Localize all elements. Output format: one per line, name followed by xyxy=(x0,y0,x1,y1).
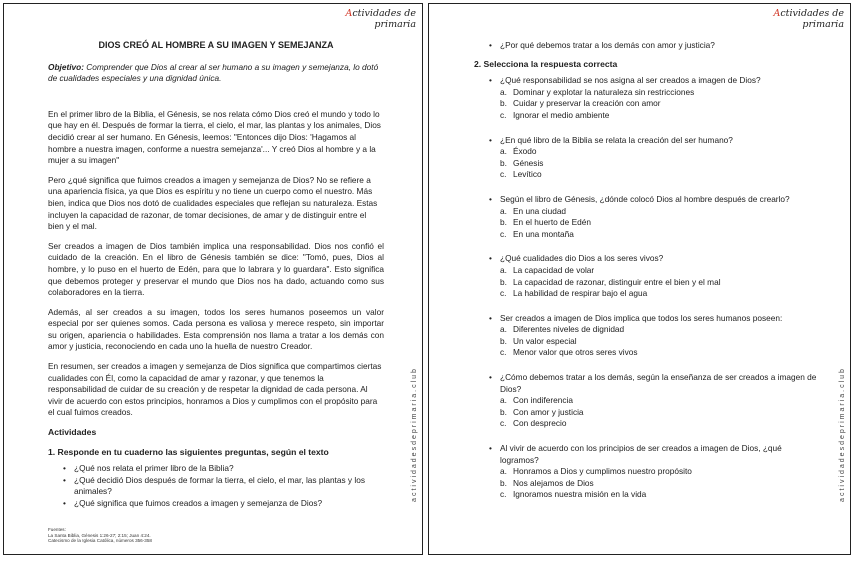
page-2-content xyxy=(474,40,819,514)
option-text: La habilidad de respirar bajo el agua xyxy=(513,288,648,299)
option-text: La capacidad de volar xyxy=(513,264,595,275)
question-text: • ¿Cómo debemos tratar a los demás, según la enseñanza de ser creados a imagen de Dios? xyxy=(474,372,819,395)
paragraph-4: Además, al ser creados a su imagen, todos los seres humanos poseemos un valor especial por ser quienes somos. Cada persona es valiosa y merece respeto, sin importar su origen, apariencia o habilidades. Esta comprensión nos llama a tratar a los demás con amor y justicia, reconociendo en cada uno la huella de nuestro Creador. xyxy=(48,306,384,352)
option-text: La capacidad de razonar, distinguir entre el bien y el mal xyxy=(513,276,721,287)
option-letter: c. xyxy=(500,109,507,120)
objective-label: Objetivo: xyxy=(48,61,84,72)
answer-option xyxy=(474,288,819,300)
sources-footer: Fuentes: La Santa Biblia, Génesis 1:26-27; 2:15; Juan 4:24. Catecismo de la Iglesia Católica, números 356-358 xyxy=(48,527,152,544)
option-letter: a. xyxy=(500,264,507,275)
brand-logo: Actividades de primaria xyxy=(773,8,844,30)
question-block xyxy=(474,443,819,501)
activities-heading: Actividades xyxy=(48,427,97,438)
option-letter: c. xyxy=(500,418,507,429)
option-letter: b. xyxy=(500,477,507,488)
option-text: Nos alejamos de Dios xyxy=(513,477,594,488)
question-block xyxy=(474,253,819,299)
objective-text: Comprender que Dios al crear al ser humano a su imagen y semejanza, lo dotó de cualidades especiales y una dignidad única. xyxy=(48,61,379,84)
answer-option xyxy=(474,478,819,490)
option-letter: a. xyxy=(500,395,507,406)
option-letter: a. xyxy=(500,86,507,97)
option-letter: c. xyxy=(500,288,507,299)
answer-option xyxy=(474,146,819,158)
paragraph-1: En el primer libro de la Biblia, el Génesis, se nos relata cómo Dios creó el mundo y todo lo que hay en él. Después de formar la tierra, el cielo, el mar, las plantas y los animales, Dios decidió crear al ser humano. En Génesis, leemos: "Entonces dijo Dios: 'Hagamos al hombre a nuestra imagen, conforme a nuestra semejanza'... Y creó Dios al hombre y a la mujer a su imagen" xyxy=(48,108,381,166)
list-item: • ¿Qué significa que fuimos creados a imagen y semejanza de Dios? xyxy=(74,498,384,510)
option-text: Menor valor que otros seres vivos xyxy=(513,347,638,358)
page-title: DIOS CREÓ AL HOMBRE A SU IMAGEN Y SEMEJANZA xyxy=(98,40,334,50)
page-1-content xyxy=(48,40,384,510)
side-watermark: actividadesdeprimaria.club xyxy=(838,366,846,502)
list-item: • ¿Por qué debemos tratar a los demás con amor y justicia? xyxy=(474,40,819,52)
question-block xyxy=(474,313,819,359)
option-text: Ignorar el medio ambiente xyxy=(513,109,610,120)
worksheet-page-2 xyxy=(428,3,851,555)
paragraph-3: Ser creados a imagen de Dios también implica una responsabilidad. Dios nos confió el cuidado de la creación. En el libro de Génesis también se dice: "Tomó, pues, Dios al hombre, y lo puso en el huerto de Edén, para que lo labrara y lo guardara". Esto significa que debemos proteger y preservar el mundo que Dios nos ha dado, actuando como sus colaboradores en la tierra. xyxy=(48,240,384,298)
answer-option xyxy=(474,336,819,348)
option-text: Un valor especial xyxy=(513,335,577,346)
option-text: Ignoramos nuestra misión en la vida xyxy=(513,489,647,500)
answer-option xyxy=(474,217,819,229)
option-letter: c. xyxy=(500,489,507,500)
option-letter: a. xyxy=(500,146,507,157)
list-item: • ¿Qué decidió Dios después de formar la tierra, el cielo, el mar, las plantas y los animales? xyxy=(74,475,384,498)
answer-option xyxy=(474,489,819,501)
side-watermark: actividadesdeprimaria.club xyxy=(410,366,418,502)
paragraph-5: En resumen, ser creados a imagen y semejanza de Dios significa que compartimos ciertas cualidades con Él, como la capacidad de amar y razonar, y que tenemos la responsabilidad de cuidar de su creación y de respetar la dignidad de cada persona. Al vivir de acuerdo con estos principios, honramos a Dios y cumplimos con el propósito para el cual fuimos creados. xyxy=(48,361,382,418)
option-text: En una montaña xyxy=(513,228,574,239)
question-text: • Según el libro de Génesis, ¿dónde colocó Dios al hombre después de crearlo? xyxy=(474,194,819,206)
answer-option xyxy=(474,395,819,407)
question-text: • Ser creados a imagen de Dios implica que todos los seres humanos poseen: xyxy=(474,313,819,325)
option-letter: b. xyxy=(500,335,507,346)
option-letter: b. xyxy=(500,406,507,417)
question-block xyxy=(474,135,819,181)
section-2-heading: 2. Selecciona la respuesta correcta xyxy=(474,58,618,69)
option-text: Génesis xyxy=(513,157,544,168)
option-letter: b. xyxy=(500,98,507,109)
option-letter: b. xyxy=(500,217,507,228)
option-text: Dominar y explotar la naturaleza sin restricciones xyxy=(513,86,695,97)
question-block xyxy=(474,75,819,121)
option-text: Diferentes niveles de dignidad xyxy=(513,324,625,335)
answer-option xyxy=(474,418,819,430)
answer-option xyxy=(474,407,819,419)
answer-option xyxy=(474,169,819,181)
option-letter: c. xyxy=(500,169,507,180)
option-text: En el huerto de Edén xyxy=(513,217,591,228)
option-letter: a. xyxy=(500,324,507,335)
answer-option xyxy=(474,466,819,478)
option-letter: a. xyxy=(500,466,507,477)
answer-option xyxy=(474,277,819,289)
question-text: • ¿En qué libro de la Biblia se relata la creación del ser humano? xyxy=(474,135,819,147)
answer-option xyxy=(474,229,819,241)
question-text: • ¿Qué cualidades dio Dios a los seres vivos? xyxy=(474,253,819,265)
option-text: Cuidar y preservar la creación con amor xyxy=(513,98,661,109)
option-text: Honramos a Dios y cumplimos nuestro propósito xyxy=(513,466,692,477)
question-block xyxy=(474,194,819,240)
option-letter: a. xyxy=(500,205,507,216)
brand-logo: Actividades de primaria xyxy=(345,8,416,30)
paragraph-2: Pero ¿qué significa que fuimos creados a imagen y semejanza de Dios? No se refiere a una apariencia física, ya que Dios es espíritu y no tiene un cuerpo como el nuestro. Más bien, indica que Dios nos dotó de cualidades especiales que reflejan su naturaleza. Estas incluyen la capacidad de razonar, de tomar decisiones, de amar y de distinguir entre el bien y el mal. xyxy=(48,174,378,232)
option-letter: b. xyxy=(500,276,507,287)
option-letter: b. xyxy=(500,157,507,168)
option-text: Con indiferencia xyxy=(513,395,573,406)
multiple-choice-questions xyxy=(474,75,819,501)
option-text: Levítico xyxy=(513,169,542,180)
option-text: Éxodo xyxy=(513,146,537,157)
option-letter: c. xyxy=(500,228,507,239)
question-text: • Al vivir de acuerdo con los principios de ser creados a imagen de Dios, ¿qué logramos? xyxy=(474,443,819,466)
worksheet-page-1 xyxy=(3,3,423,555)
answer-option xyxy=(474,110,819,122)
answer-option xyxy=(474,265,819,277)
option-text: Con amor y justicia xyxy=(513,406,584,417)
objective xyxy=(48,62,384,85)
section-1-questions xyxy=(48,463,384,509)
list-item: • ¿Qué nos relata el primer libro de la Biblia? xyxy=(74,463,384,475)
question-text: • ¿Qué responsabilidad se nos asigna al ser creados a imagen de Dios? xyxy=(474,75,819,87)
answer-option xyxy=(474,206,819,218)
section-1-heading: 1. Responde en tu cuaderno las siguientes preguntas, según el texto xyxy=(48,446,329,457)
answer-option xyxy=(474,87,819,99)
answer-option xyxy=(474,324,819,336)
question-block xyxy=(474,372,819,430)
answer-option xyxy=(474,98,819,110)
option-letter: c. xyxy=(500,347,507,358)
answer-option xyxy=(474,347,819,359)
option-text: Con desprecio xyxy=(513,418,567,429)
answer-option xyxy=(474,158,819,170)
option-text: En una ciudad xyxy=(513,205,567,216)
